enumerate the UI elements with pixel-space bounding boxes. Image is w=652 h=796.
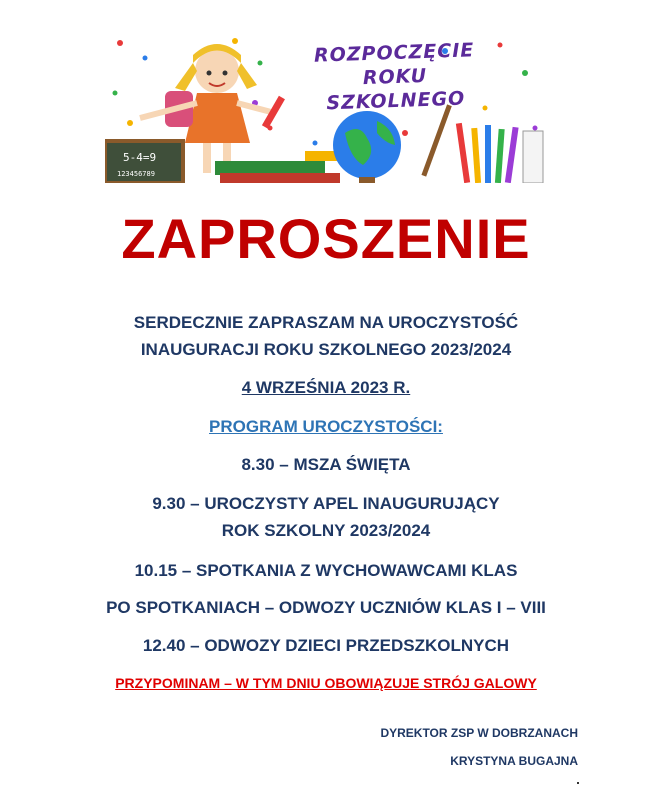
program-item: PO SPOTKANIACH – ODWOZY UCZNIÓW KLAS I – VIII [106, 598, 546, 617]
program-heading: PROGRAM UROCZYSTOŚCI: [209, 417, 443, 436]
program-item: 9.30 – UROCZYSTY APEL INAUGURUJĄCY [152, 494, 500, 513]
banner-title [274, 37, 516, 117]
banner-title-line: ROZPOCZĘCIE [313, 39, 475, 67]
banner-title-line: SZKOLNEGO [326, 87, 466, 115]
program-item: 10.15 – SPOTKANIA Z WYCHOWAWCAMI KLAS [134, 561, 518, 580]
program-item: 12.40 – ODWOZY DZIECI PRZEDSZKOLNYCH [142, 636, 510, 655]
page-title: ZAPROSZENIE [121, 207, 531, 270]
chalkboard-text: 5-4=9 [123, 151, 157, 164]
dress-code-reminder: PRZYPOMINAM – W TYM DNIU OBOWIĄZUJE STRÓJ GALOWY [115, 675, 537, 691]
program-item: ROK SZKOLNY 2023/2024 [221, 521, 431, 540]
banner-illustration [105, 33, 546, 183]
signature-role: DYREKTOR ZSP W DOBRZANACH [380, 726, 578, 740]
banner-title-line: ROKU [362, 64, 428, 90]
chalkboard-subtext: 123456789 [117, 170, 155, 178]
event-date: 4 WRZEŚNIA 2023 R. [241, 378, 411, 397]
signature-name: KRYSTYNA BUGAJNA [450, 754, 578, 768]
globe [333, 111, 401, 183]
invitation-line: SERDECZNIE ZAPRASZAM NA UROCZYSTOŚĆ [133, 313, 519, 332]
invitation-line: INAUGURACJI ROKU SZKOLNEGO 2023/2024 [140, 340, 512, 359]
program-item: 8.30 – MSZA ŚWIĘTA [241, 455, 411, 474]
chalkboard [105, 141, 183, 183]
pencils [421, 104, 543, 183]
page-dot [577, 782, 579, 784]
